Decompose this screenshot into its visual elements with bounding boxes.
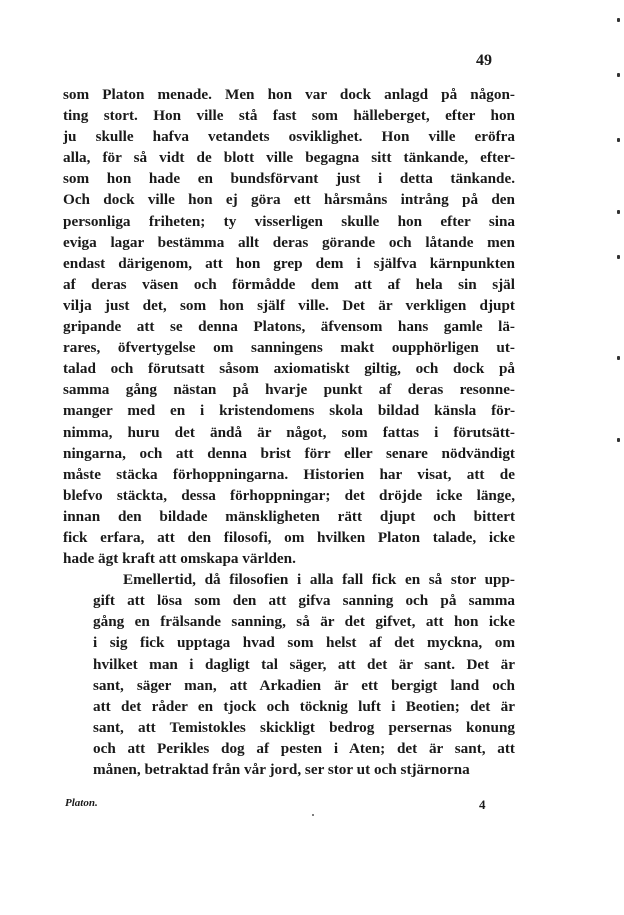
text-line: samma gång nästan på hvarje punkt af deras resonne-: [63, 381, 515, 399]
text-line: ningarna, och att denna brist förr eller senare nödvändigt: [63, 444, 515, 462]
text-line: blefvo stäckta, dessa förhoppningar; det dröjde icke länge,: [63, 486, 515, 504]
text-line: fick erfara, att den filosofi, om hvilken Platon talade, icke: [63, 528, 515, 546]
paragraph: [63, 84, 515, 569]
scan-speck: [617, 73, 620, 77]
text-line: månen, betraktad från vår jord, ser stor ut och stjärnorna: [93, 761, 470, 778]
text-line: talad och förutsatt såsom axiomatiskt giltig, och dock på: [63, 360, 515, 378]
scan-speck: [617, 138, 620, 142]
text-line: gripande att se denna Platons, äfvensom hans gamle lä-: [63, 318, 515, 336]
text-line: eviga lagar bestämma allt deras görande och låtande men: [63, 233, 515, 251]
scan-speck: [617, 18, 620, 22]
scan-speck: [617, 356, 620, 360]
text-line: sant, att Temistokles skickligt bedrog persernas konung: [93, 718, 515, 736]
text-line: rares, öfvertygelse om sanningens makt oupphörligen ut-: [63, 339, 515, 357]
text-line: måste stäcka förhoppningarna. Historien har visat, att de: [63, 465, 515, 483]
signature-mark: 4: [479, 797, 486, 812]
text-line: hade ägt kraft att omskapa världen.: [63, 550, 296, 568]
text-line: gång en frälsande sanning, så är det gifvet, att hon icke: [93, 613, 515, 631]
text-line: sant, säger man, att Arkadien är ett bergigt land och: [93, 676, 515, 694]
text-line: som Platon menade. Men hon var dock anlagd på någon-: [63, 86, 515, 103]
text-line: nimma, huru det ändå är något, som fattas i förutsätt-: [63, 423, 515, 441]
text-line: hvilket man i dagligt tal säger, att det är sant. Det är: [93, 655, 515, 673]
text-line: af deras väsen och förmådde dem att af hela sin själ: [63, 275, 515, 293]
text-line: manger med en i kristendomens skola bildad känsla för-: [63, 402, 515, 420]
text-line: som hon hade en bundsförvant just i detta tänkande.: [63, 170, 515, 188]
text-line: vilja just det, som hon själf ville. Det är verkligen djupt: [63, 296, 515, 314]
page-number: 49: [476, 52, 492, 69]
paragraph: [63, 569, 515, 780]
text-line: ju skulle hafva vetandets osviklighet. Hon ville eröfra: [63, 128, 515, 146]
text-line: ting stort. Hon ville stå fast som hälleberget, efter hon: [63, 107, 515, 125]
text-line: Emellertid, då filosofien i alla fall fick en så stor upp-: [123, 571, 515, 589]
text-line: endast därigenom, att hon grep dem i själfva kärnpunkten: [63, 254, 515, 272]
text-line: Och dock ville hon ej göra ett hårsmåns intrång på den: [63, 191, 515, 209]
text-line: personliga friheten; ty visserligen skulle hon efter sina: [63, 212, 515, 230]
text-line: innan den bildade mänskligheten rätt djupt och bittert: [63, 507, 515, 525]
text-line: och att Perikles dog af pesten i Aten; det är sant, att: [93, 739, 515, 757]
text-line: alla, för så vidt de blott ville begagna sitt tänkande, efter-: [63, 149, 515, 167]
text-line: att det råder en tjock och töcknig luft i Beotien; det är: [93, 697, 515, 715]
body-text: [63, 84, 515, 780]
page-footer: [63, 797, 515, 817]
text-line: gift att lösa som den att gifva sanning och på samma: [93, 592, 515, 610]
scan-speck: [617, 255, 620, 259]
scan-speck: [312, 814, 314, 816]
scan-speck: [617, 438, 620, 442]
text-line: i sig fick upptaga hvad som helst af det myckna, om: [93, 634, 515, 652]
scan-speck: [617, 210, 620, 214]
running-title: Platon.: [65, 797, 98, 809]
